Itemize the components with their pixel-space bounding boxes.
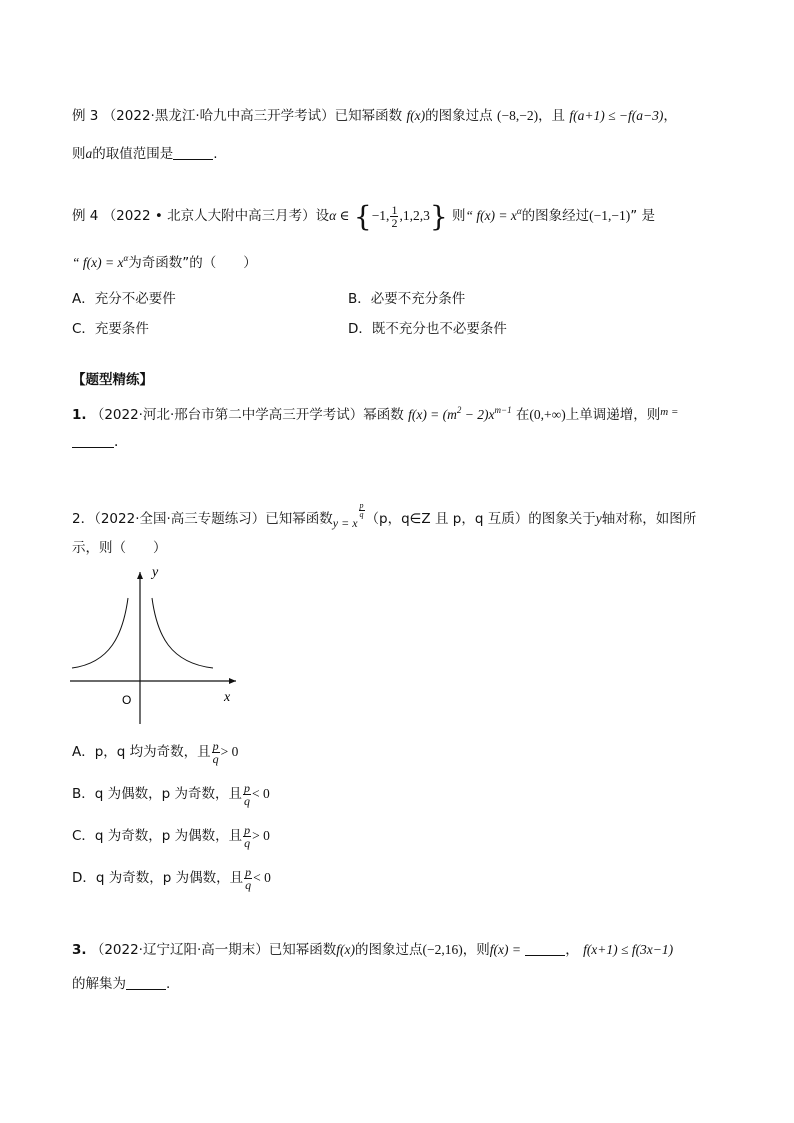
option-a[interactable]: A．充分不必要件 [72,291,176,307]
math-inequality: f(x+1) ≤ f(3x−1) [583,942,674,957]
math-condition: “ f(x) = x [465,208,517,223]
text: ， [663,108,677,124]
answer-blank[interactable] [72,433,114,448]
example-label: 例 3 [72,108,99,124]
brace-open: { [353,200,372,233]
answer-blank[interactable] [525,941,565,956]
option-b[interactable]: B．必要不充分条件 [348,291,466,307]
q2-option-a[interactable] [72,738,238,766]
numerator: 1 [391,202,398,217]
denominator: 2 [391,215,398,230]
text: （p，q∈Z 且 p，q 互质）的图象关于 [365,511,596,527]
example-3-line-2 [72,144,218,164]
q2-option-d[interactable] [72,864,271,892]
text: ， [565,942,579,958]
text: 的取值范围是 [92,146,174,162]
question-1-line-1 [72,400,678,425]
text: 幂函数 [363,407,404,423]
fraction-half [390,204,398,229]
exponent: 2 [456,405,462,415]
denominator: q [359,510,364,519]
text: . [166,976,171,992]
text: ，且 [538,108,566,124]
question-3-line-2 [72,974,170,994]
source: （2022·黑龙江·哈九中高三开学考试） [102,108,335,124]
x-axis-arrow-icon [229,678,236,684]
example-4-line-2 [72,248,257,273]
text: . [213,146,218,162]
question-number: 1. [72,407,87,423]
source: 2．（2022·全国·高三专题练习）已知幂函数 [72,511,333,527]
exponent-alpha: α [516,206,522,216]
numerator: p [243,780,250,795]
example-4-line-1 [72,196,655,232]
math-fx: f(x) [406,108,426,123]
math-var-a: a [85,146,93,161]
source: （2022·河北·邢台市第二中学高三开学考试） [90,407,364,423]
text: 的图象过点 [355,942,423,958]
set-part: −1, [371,208,390,223]
answer-blank[interactable] [126,975,166,990]
math-point: (−1,−1) [589,208,631,223]
math-fx: f(x) [336,942,356,957]
text: 的解集为 [72,976,126,992]
text: ，则 [462,942,490,958]
x-axis-label: x [224,690,231,705]
relation: < 0 [251,786,270,801]
math-interval: (0,+∞) [529,407,566,422]
text: 上单调递增，则 [565,407,661,423]
denominator: q [212,751,219,766]
graph-svg [68,560,243,730]
q2-option-b[interactable] [72,780,270,808]
option-text: B．q 为偶数，p 为奇数，且 [72,786,242,802]
example-3-line-1 [72,106,677,126]
exponent-fraction [359,502,365,519]
power-function-graph [68,560,243,734]
y-axis-label: y [152,565,159,580]
question-number: 3. [72,942,87,958]
question-2-line-1 [72,502,696,533]
question-1-line-2 [72,432,118,452]
numerator: p [244,822,251,837]
math-point: (−8,−2) [496,108,539,123]
origin-label: O [122,693,132,707]
answer-blank[interactable] [173,145,213,160]
math-inequality: f(a+1) ≤ −f(a−3) [569,108,664,123]
numerator: p [359,501,364,510]
numerator: p [212,738,219,753]
text: 已知幂函数 [334,108,403,124]
text: ” 是 [630,208,656,224]
question-2-line-2: 示，则（ ） [72,540,167,556]
text: 为奇函数”的（ ） [128,255,257,271]
relation: > 0 [220,744,239,759]
text: 则 [72,146,86,162]
relation: < 0 [253,870,271,885]
y-axis-arrow-icon [137,572,143,579]
math-alpha-in: α ∈ [329,208,350,223]
numerator: p [245,864,252,879]
option-text: D．q 为奇数，p 为偶数，且 [72,870,244,886]
source: （2022 • 北京人大附中高三月考）设 [102,208,330,224]
option-text: A．p，q 均为奇数，且 [72,744,211,760]
exponent: m−1 [494,405,512,415]
text: 的图象过点 [425,108,493,124]
text: 轴对称，如图所 [601,511,697,527]
set-part: ,1,2,3 [399,208,430,223]
math-function: − 2)x [461,407,495,422]
curve-right [152,598,213,668]
option-c[interactable]: C．充要条件 [72,321,149,337]
fraction-p-q [243,824,251,849]
brace-close: } [429,200,448,233]
option-d[interactable]: D．既不充分也不必要条件 [348,321,507,337]
fraction-p-q [243,782,251,807]
fraction-p-q [212,740,220,765]
math-y: y [595,511,602,526]
q2-option-c[interactable] [72,822,270,850]
source: （2022·辽宁辽阳·高一期末） [90,942,269,958]
math-y-eq: y = x [332,516,358,530]
math-condition: “ f(x) = x [72,255,124,270]
text: 在 [515,407,530,423]
text: . [114,434,119,450]
math-point: (−2,16) [422,942,463,957]
text: 已知幂函数 [268,942,337,958]
option-text: C．q 为奇数，p 为偶数，且 [72,828,243,844]
curve-left [72,598,128,668]
math-fx-eq: f(x) = [489,942,521,957]
math-m: m = [660,406,679,418]
math-function: f(x) = (m [408,407,457,422]
fraction-p-q [244,866,252,891]
relation: > 0 [252,828,270,843]
denominator: q [244,835,251,850]
text: 的图象经过 [521,208,590,224]
exponent-alpha: α [123,253,129,263]
denominator: q [245,877,252,892]
text: 则 [451,208,466,224]
section-heading: 【题型精练】 [72,372,153,388]
denominator: q [243,793,250,808]
question-3-line-1 [72,940,673,960]
example-label: 例 4 [72,208,99,224]
